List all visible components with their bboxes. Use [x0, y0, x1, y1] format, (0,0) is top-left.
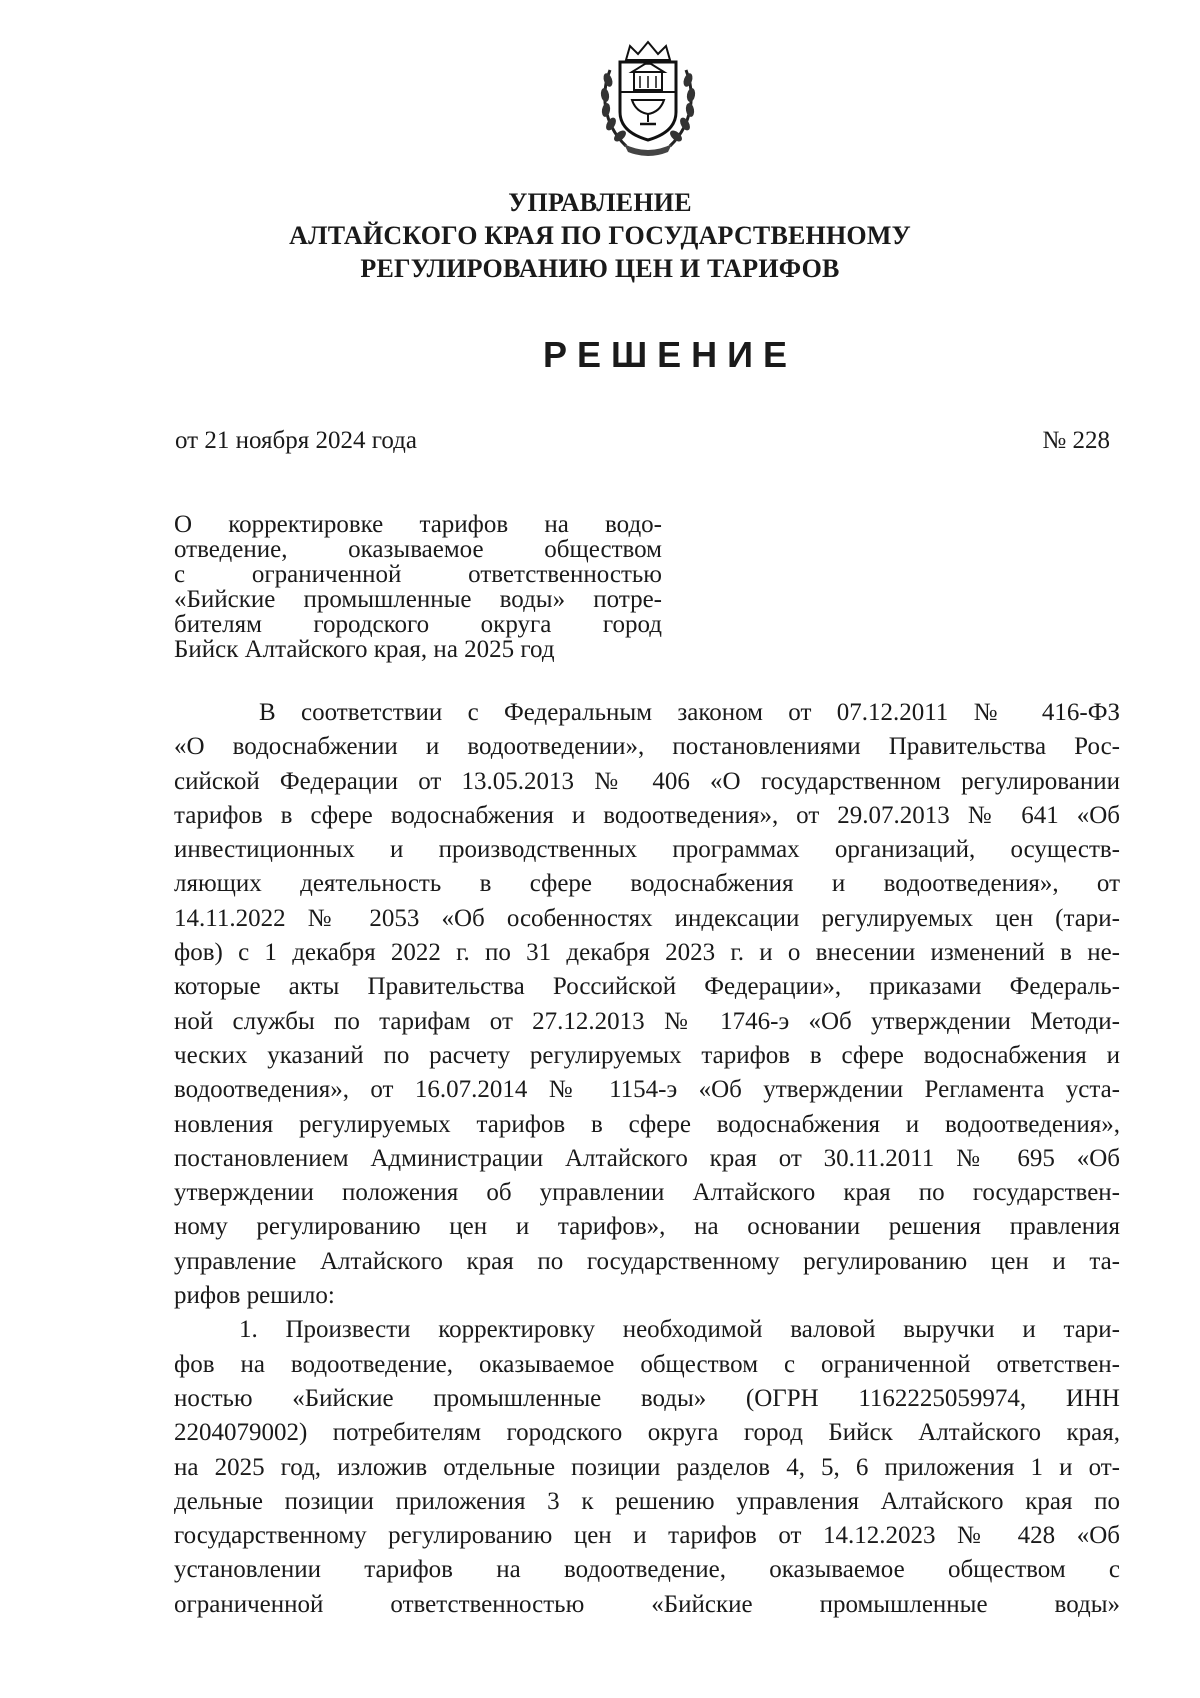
body-line: сийской Федерации от 13.05.2013 № 406 «О государственном регулировании — [174, 767, 1120, 795]
organization-name — [200, 186, 1000, 285]
org-line: РЕГУЛИРОВАНИЮ ЦЕН И ТАРИФОВ — [360, 254, 840, 283]
document-type-title: РЕШЕНИЕ — [542, 334, 798, 375]
body-line: 2204079002) потребителям городского округа город Бийск Алтайского края, — [174, 1419, 1120, 1447]
body-line: 14.11.2022 № 2053 «Об особенностях индексации регулируемых цен (тари- — [174, 904, 1120, 932]
body-line: водоотведения», от 16.07.2014 № 1154-э «Об утверждении Регламента уста- — [174, 1076, 1120, 1104]
body-line: которые акты Правительства Российской Федерации», приказами Федераль- — [174, 973, 1120, 1001]
subject-line: отведение, оказываемое обществом — [174, 536, 662, 563]
body-line: новления регулируемых тарифов в сфере водоснабжения и водоотведения», — [174, 1110, 1120, 1138]
document-body — [174, 696, 1120, 1622]
body-line: ному регулированию цен и тарифов», на основании решения правления — [174, 1213, 1120, 1241]
subject-line: с ограниченной ответственностью — [174, 561, 662, 588]
subject-line: бителям городского округа город — [174, 611, 662, 638]
body-line: 1. Произвести корректировку необходимой валовой выручки и тари- — [239, 1316, 1120, 1344]
body-line: дельные позиции приложения 3 к решению управления Алтайского края по — [174, 1487, 1120, 1515]
org-line: АЛТАЙСКОГО КРАЯ ПО ГОСУДАРСТВЕННОМУ — [289, 221, 911, 250]
body-line: установлении тарифов на водоотведение, оказываемое обществом с — [174, 1556, 1120, 1584]
body-line: постановлением Администрации Алтайского края от 30.11.2011 № 695 «Об — [174, 1144, 1120, 1172]
coat-of-arms-icon — [596, 40, 700, 158]
body-line: фов) с 1 декабря 2022 г. по 31 декабря 2023 г. и о внесении изменений в не- — [174, 939, 1120, 967]
document-number: № 228 — [1042, 427, 1110, 454]
subject-line: «Бийские промышленные воды» потре- — [174, 586, 662, 613]
body-line: ной службы по тарифам от 27.12.2013 № 1746-э «Об утверждении Методи- — [174, 1007, 1120, 1035]
body-line: фов на водоотведение, оказываемое обществом с ограниченной ответствен- — [174, 1350, 1120, 1378]
body-line: ляющих деятельность в сфере водоснабжения и водоотведения», от — [174, 870, 1120, 898]
org-line: УПРАВЛЕНИЕ — [508, 188, 692, 217]
body-line: тарифов в сфере водоснабжения и водоотведения», от 29.07.2013 № 641 «Об — [174, 801, 1120, 829]
document-date: от 21 ноября 2024 года — [175, 427, 417, 454]
body-line: государственному регулированию цен и тарифов от 14.12.2023 № 428 «Об — [174, 1522, 1120, 1550]
body-line: утверждении положения об управлении Алтайского края по государствен- — [174, 1179, 1120, 1207]
body-line: ностью «Бийские промышленные воды» (ОГРН 1162225059974, ИНН — [174, 1384, 1120, 1412]
body-line: инвестиционных и производственных программах организаций, осуществ- — [174, 836, 1120, 864]
body-line: «О водоснабжении и водоотведении», постановлениями Правительства Рос- — [174, 733, 1120, 761]
body-line: ческих указаний по расчету регулируемых тарифов в сфере водоснабжения и — [174, 1041, 1120, 1069]
body-line: В соответствии с Федеральным законом от 07.12.2011 № 416-ФЗ — [259, 699, 1120, 726]
body-line: рифов решило: — [174, 1282, 335, 1310]
body-line: на 2025 год, изложив отдельные позиции разделов 4, 5, 6 приложения 1 и от- — [174, 1453, 1120, 1481]
body-line: ограниченной ответственностью «Бийские промышленные воды» — [174, 1590, 1120, 1618]
subject-line: О корректировке тарифов на водо- — [174, 511, 662, 538]
document-subject — [174, 512, 662, 662]
subject-line: Бийск Алтайского края, на 2025 год — [174, 636, 555, 663]
body-line: управление Алтайского края по государственному регулированию цен и та- — [174, 1247, 1120, 1275]
